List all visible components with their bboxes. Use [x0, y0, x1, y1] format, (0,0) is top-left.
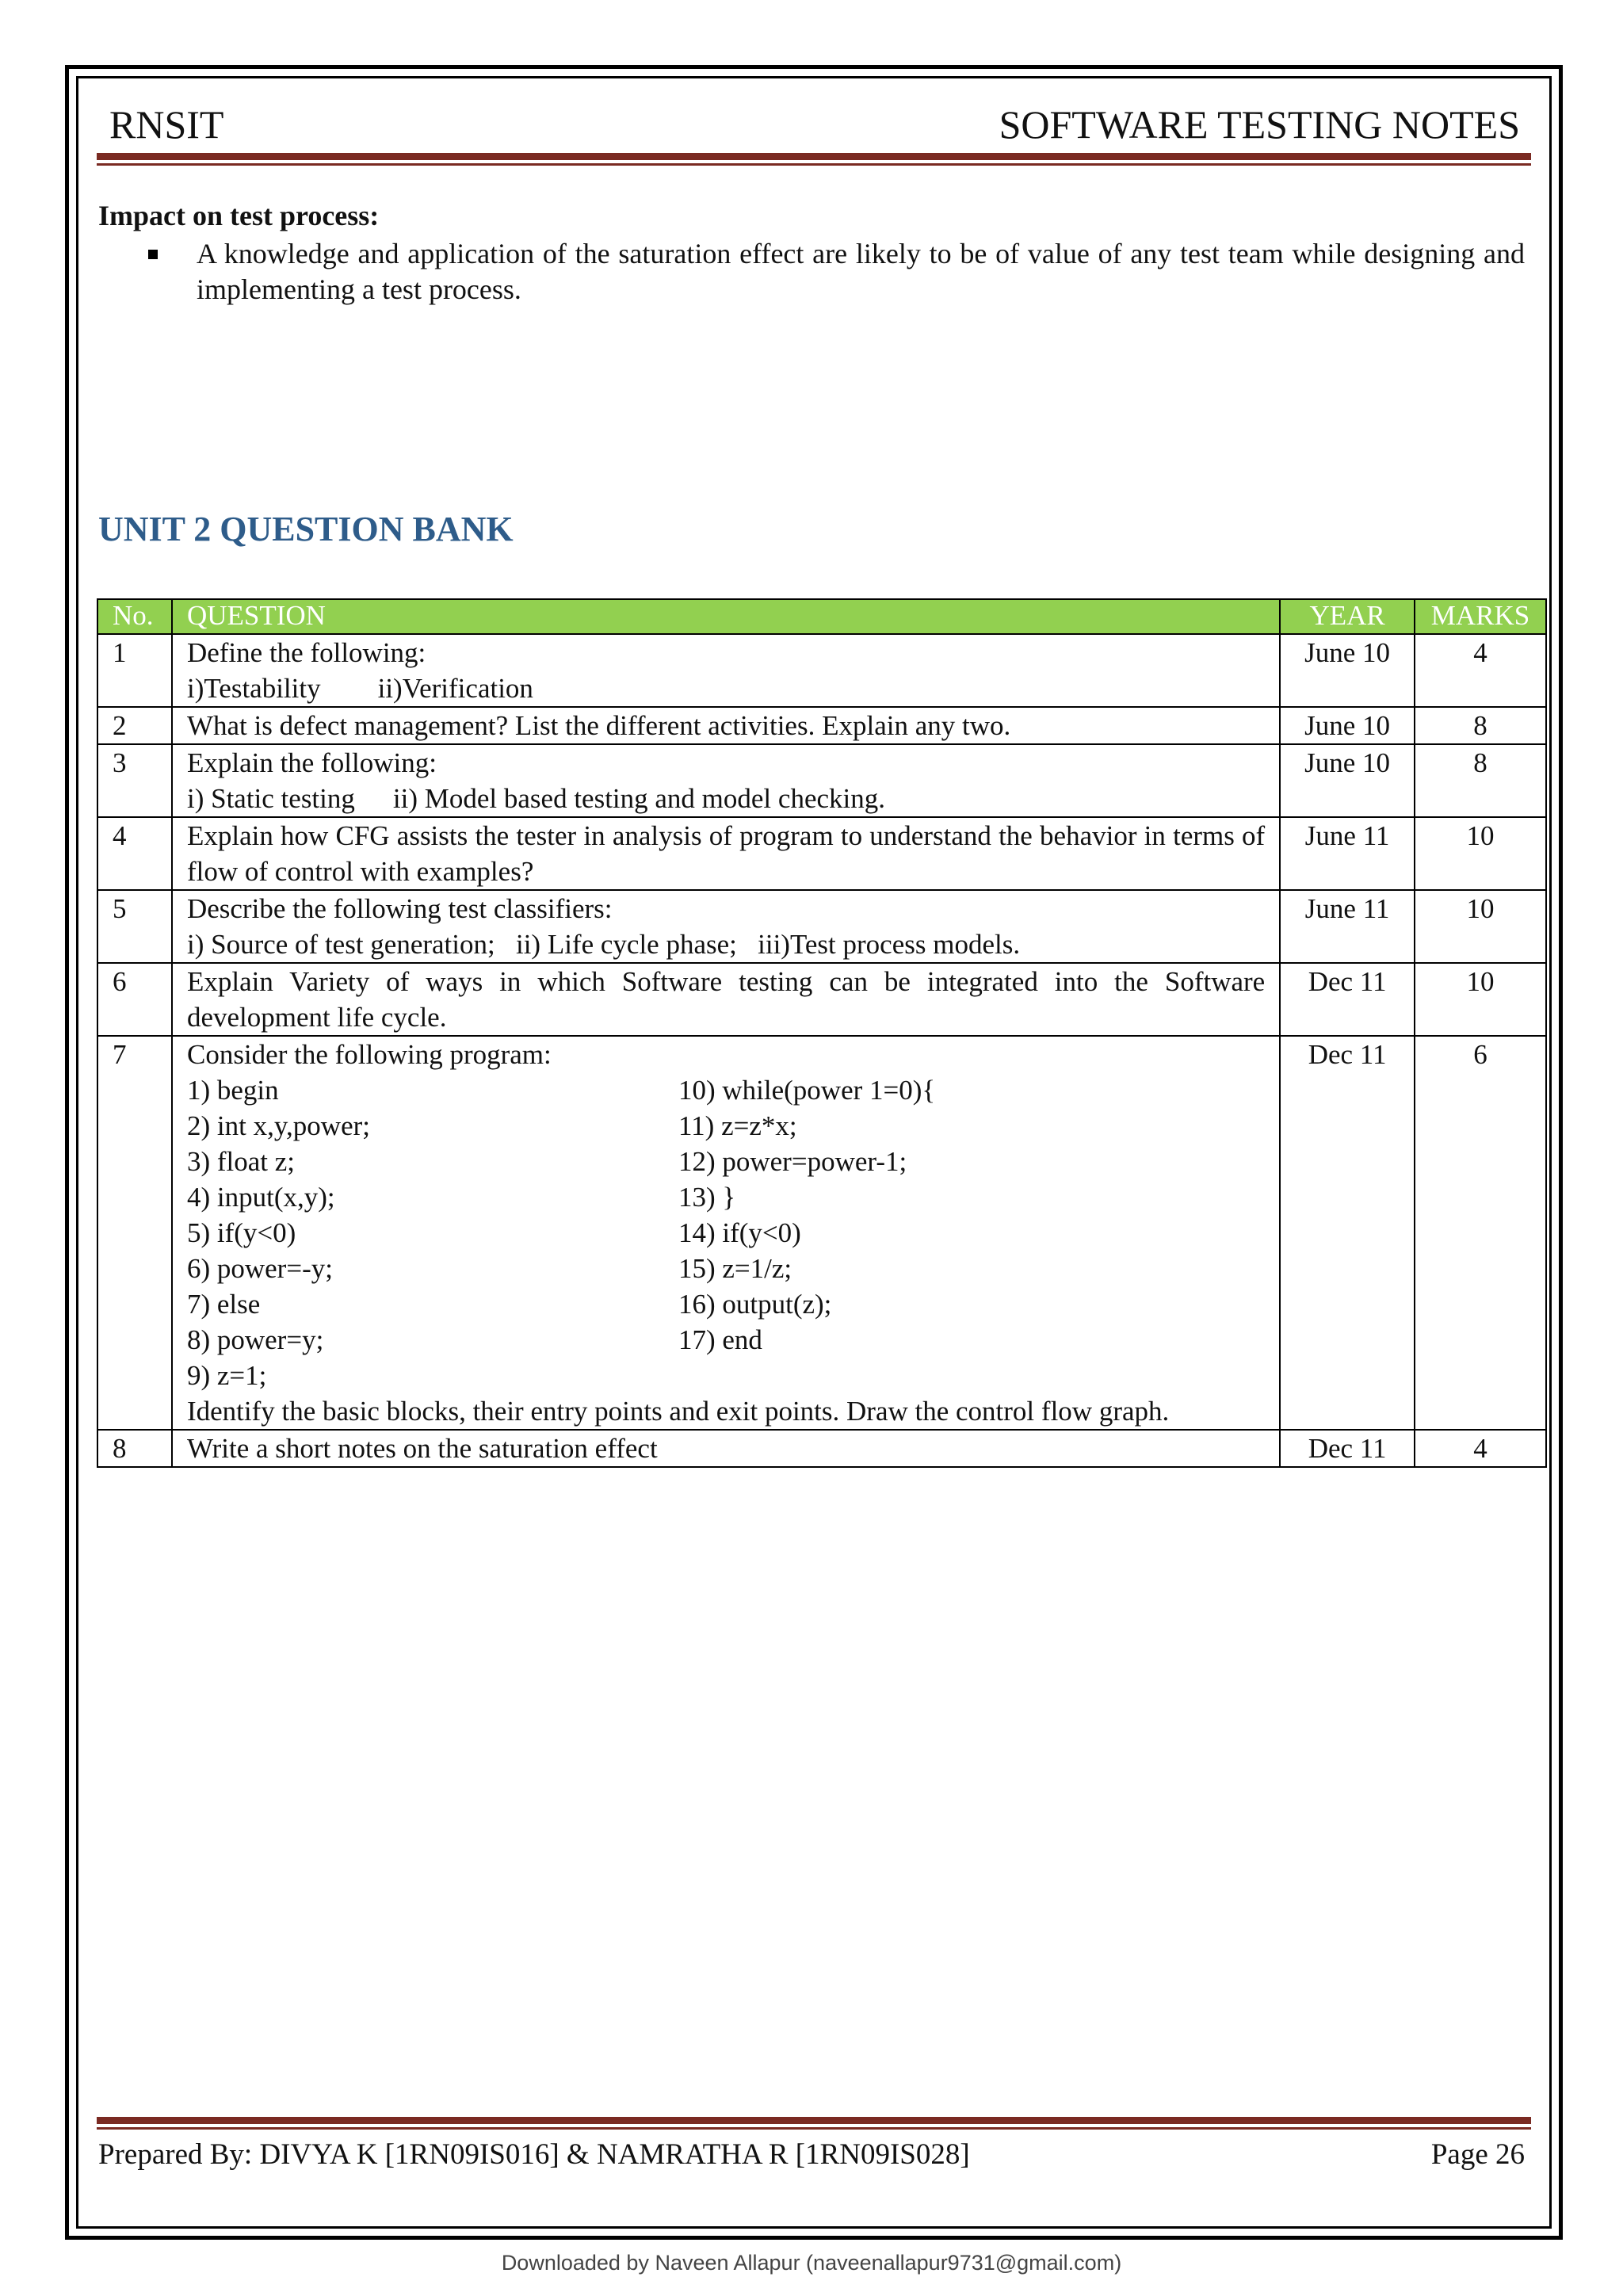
row-marks: 8: [1415, 707, 1546, 744]
code-line: 7) else: [186, 1289, 261, 1320]
question-line: Define the following:: [186, 637, 426, 668]
code-line: 1) begin: [186, 1075, 279, 1106]
header-institute: RNSIT: [109, 102, 224, 147]
table-row: [97, 963, 1546, 1036]
code-line: 12) power=power-1;: [678, 1146, 907, 1177]
impact-section: [98, 197, 1525, 308]
code-line: 6) power=-y;: [186, 1253, 333, 1284]
row-year: June 10: [1280, 634, 1415, 707]
row-no: 8: [97, 1430, 172, 1467]
table-row: [97, 817, 1546, 890]
question-line: What is defect management? List the different activities. Explain any two.: [186, 710, 1011, 741]
footer-authors: Prepared By: DIVYA K [1RN09IS016] & NAMRATHA R [1RN09IS028]: [98, 2138, 970, 2171]
program-right-column: [678, 1072, 1265, 1393]
row-marks: 10: [1415, 890, 1546, 963]
question-part: ii)Verification: [377, 673, 533, 704]
table-row: [97, 1430, 1546, 1467]
question-line: Identify the basic blocks, their entry points and exit points. Draw the control flow graph.: [186, 1396, 1170, 1427]
program-left-column: [187, 1072, 678, 1393]
question-bank-table: [97, 598, 1547, 1468]
code-line: 3) float z;: [186, 1146, 296, 1177]
row-marks: 4: [1415, 1430, 1546, 1467]
header-no: No.: [97, 599, 172, 634]
impact-heading: Impact on test process:: [98, 200, 380, 231]
code-line: 13) }: [678, 1182, 736, 1213]
footer-rule-thin: [97, 2127, 1531, 2130]
table-row: [97, 707, 1546, 744]
question-line: Consider the following program:: [186, 1039, 552, 1070]
table-row: [97, 1036, 1546, 1430]
question-line: Write a short notes on the saturation effect: [186, 1433, 658, 1464]
footer-rule-thick: [97, 2117, 1531, 2124]
table-header-row: [97, 599, 1546, 634]
code-line: 14) if(y<0): [678, 1217, 801, 1248]
question-part: ii) Model based testing and model checking.: [392, 783, 885, 814]
code-line: 2) int x,y,power;: [186, 1110, 370, 1141]
code-line: 15) z=1/z;: [678, 1253, 792, 1284]
row-year: Dec 11: [1280, 1036, 1415, 1430]
row-no: 2: [97, 707, 172, 744]
row-year: Dec 11: [1280, 963, 1415, 1036]
row-year: June 10: [1280, 707, 1415, 744]
code-line: 8) power=y;: [186, 1324, 324, 1355]
row-question: [172, 707, 1280, 744]
row-question: [172, 1430, 1280, 1467]
row-question: [172, 817, 1280, 890]
page-footer: [98, 2135, 1525, 2175]
row-year: Dec 11: [1280, 1430, 1415, 1467]
question-parts: [187, 670, 1265, 706]
code-line: 17) end: [678, 1324, 762, 1355]
page-header: [109, 97, 1520, 152]
code-line: 9) z=1;: [186, 1360, 267, 1391]
table-row: [97, 744, 1546, 817]
code-line: 5) if(y<0): [186, 1217, 296, 1248]
row-no: 3: [97, 744, 172, 817]
header-year: YEAR: [1280, 599, 1415, 634]
row-marks: 4: [1415, 634, 1546, 707]
row-no: 6: [97, 963, 172, 1036]
row-question: [172, 1036, 1280, 1430]
impact-bullet-text: A knowledge and application of the saturation effect are likely to be of value of any test team while designing and implementing a test process.: [197, 238, 1525, 305]
question-line: Explain how CFG assists the tester in analysis of program to understand the behavior in terms of flow of control with examples?: [186, 820, 1266, 887]
code-line: 11) z=z*x;: [678, 1110, 797, 1141]
row-question: [172, 744, 1280, 817]
row-no: 1: [97, 634, 172, 707]
row-no: 7: [97, 1036, 172, 1430]
header-question: QUESTION: [172, 599, 1280, 634]
header-rule-thick: [97, 153, 1531, 160]
row-year: June 11: [1280, 817, 1415, 890]
page-number: Page 26: [1430, 2138, 1525, 2171]
row-question: [172, 890, 1280, 963]
row-question: [172, 963, 1280, 1036]
code-line: 4) input(x,y);: [186, 1182, 335, 1213]
impact-bullet-item: [98, 236, 1525, 308]
row-marks: 10: [1415, 817, 1546, 890]
square-bullet-icon: [148, 250, 158, 259]
row-question: [172, 634, 1280, 707]
row-year: June 10: [1280, 744, 1415, 817]
table-row: [97, 890, 1546, 963]
code-line: 16) output(z);: [678, 1289, 832, 1320]
header-marks: MARKS: [1415, 599, 1546, 634]
question-part: i) Static testing: [186, 783, 355, 814]
section-title: UNIT 2 QUESTION BANK: [98, 510, 514, 548]
header-rule-thin: [97, 163, 1531, 166]
program-listing: [187, 1072, 1265, 1393]
download-note: Downloaded by Naveen Allapur (naveenallapur9731@gmail.com): [501, 2251, 1122, 2275]
question-part: i)Testability: [186, 673, 321, 704]
question-line: i) Source of test generation; ii) Life cycle phase; iii)Test process models.: [186, 929, 1021, 960]
question-parts: [187, 781, 1265, 816]
table-row: [97, 634, 1546, 707]
row-marks: 8: [1415, 744, 1546, 817]
question-line: Describe the following test classifiers:: [186, 893, 613, 924]
header-subject: SOFTWARE TESTING NOTES: [999, 102, 1520, 147]
row-marks: 6: [1415, 1036, 1546, 1430]
row-year: June 11: [1280, 890, 1415, 963]
question-line: Explain Variety of ways in which Software testing can be integrated into the Software development life cycle.: [186, 966, 1266, 1033]
row-marks: 10: [1415, 963, 1546, 1036]
question-line: Explain the following:: [186, 747, 437, 778]
row-no: 5: [97, 890, 172, 963]
row-no: 4: [97, 817, 172, 890]
code-line: 10) while(power 1=0){: [678, 1075, 936, 1106]
